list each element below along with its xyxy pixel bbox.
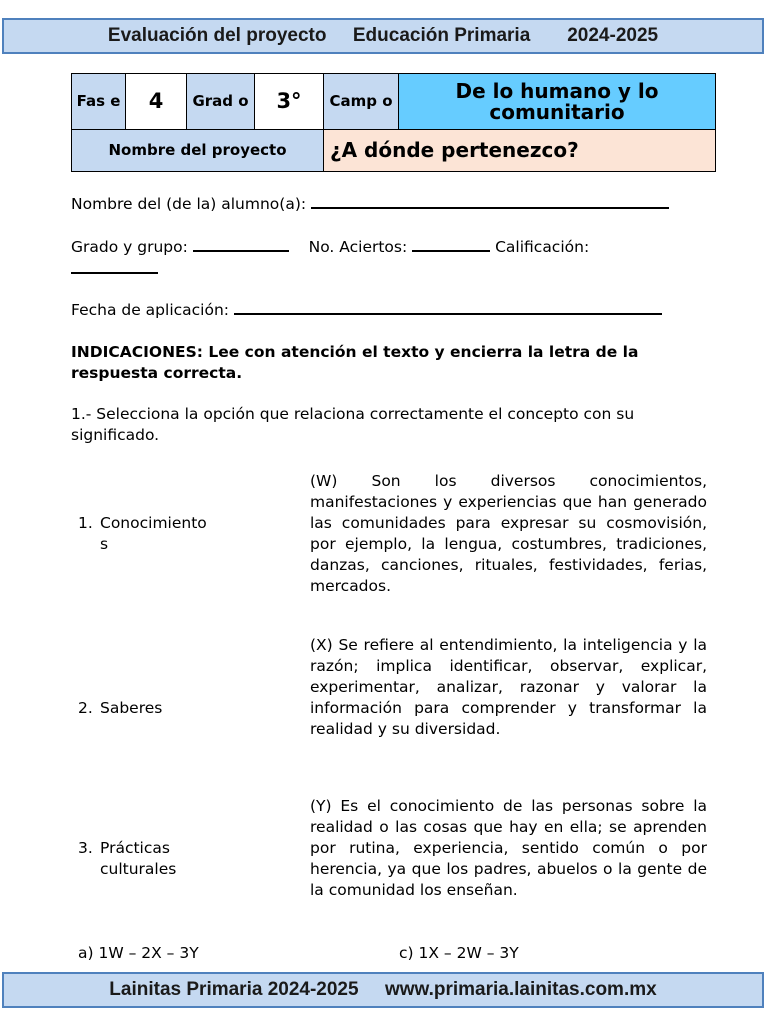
calificacion-blank[interactable]: [71, 258, 158, 274]
grado-row: [71, 236, 715, 280]
fase-value: 4: [126, 74, 187, 130]
fecha-label: Fecha de aplicación:: [71, 301, 230, 319]
footer-band: [2, 972, 764, 1008]
info-table: [71, 73, 716, 172]
header-title: Evaluación del proyecto: [107, 25, 327, 46]
proyecto-value: ¿A dónde pertenezco?: [324, 130, 716, 172]
aciertos-label: No. Aciertos:: [308, 238, 408, 256]
header-band: [2, 18, 764, 54]
definition-y: (Y) Es el conocimiento de las personas sobre la realidad o las cosas que hay en ella; se aprenden por rutina, experiencia, sentido común o por herencia, ya que los padres, abuelos o la gente de la comunidad los enseñan.: [310, 797, 707, 899]
header-year: 2024-2025: [567, 25, 659, 46]
grado-grupo-label: Grado y grupo:: [71, 238, 188, 256]
fecha-row: [71, 299, 715, 321]
definition-w: (W) Son los diversos conocimientos, manifestaciones y experiencias que han generado las comunidades para expresar su cosmovisión, por ejemplo, la lengua, costumbres, tradiciones, danzas, canciones, rituales, festividades, ferias, mercados.: [310, 472, 707, 595]
grado-grupo-blank[interactable]: [193, 236, 289, 252]
footer-brand: Lainitas Primaria 2024-2025: [109, 979, 359, 1000]
grado-value: 3°: [255, 74, 324, 130]
concept-1: 1. Conocimientos: [78, 513, 218, 555]
question-prompt: 1.- Selecciona la opción que relaciona correctamente el concepto con su significado.: [71, 405, 635, 444]
concept-label: Conocimientos: [100, 514, 207, 553]
header-level: Educación Primaria: [352, 25, 531, 46]
option-c[interactable]: c) 1X – 2W – 3Y: [399, 944, 519, 962]
definition-x: (X) Se refiere al entendimiento, la inteligencia y la razón; implica identificar, observar, explicar, experimentar, analizar, razonar y valorar la información para comprender y transformar la realidad y su diversidad.: [310, 636, 707, 738]
proyecto-label: Nombre del proyecto: [72, 130, 324, 172]
concept-label: Saberes: [100, 699, 163, 717]
grado-label: Grad o: [187, 74, 255, 130]
indicaciones: INDICACIONES: Lee con atención el texto y encierra la letra de la respuesta correcta.: [71, 343, 639, 382]
nombre-blank[interactable]: [311, 193, 669, 209]
fase-label: Fas e: [72, 74, 126, 130]
footer-url[interactable]: www.primaria.lainitas.com.mx: [384, 979, 657, 1000]
concept-label: Prácticas culturales: [100, 839, 177, 878]
nombre-label: Nombre del (de la) alumno(a):: [71, 195, 307, 213]
concept-2: 2. Saberes: [78, 698, 218, 719]
campo-label: Camp o: [324, 74, 399, 130]
calificacion-label: Calificación:: [495, 238, 590, 256]
campo-value: De lo humano y lo comunitario: [399, 74, 716, 130]
fecha-blank[interactable]: [234, 299, 662, 315]
concept-3: 3. Prácticas culturales: [78, 838, 218, 880]
nombre-row: [71, 193, 715, 215]
aciertos-blank[interactable]: [412, 236, 490, 252]
option-a[interactable]: a) 1W – 2X – 3Y: [78, 944, 199, 962]
